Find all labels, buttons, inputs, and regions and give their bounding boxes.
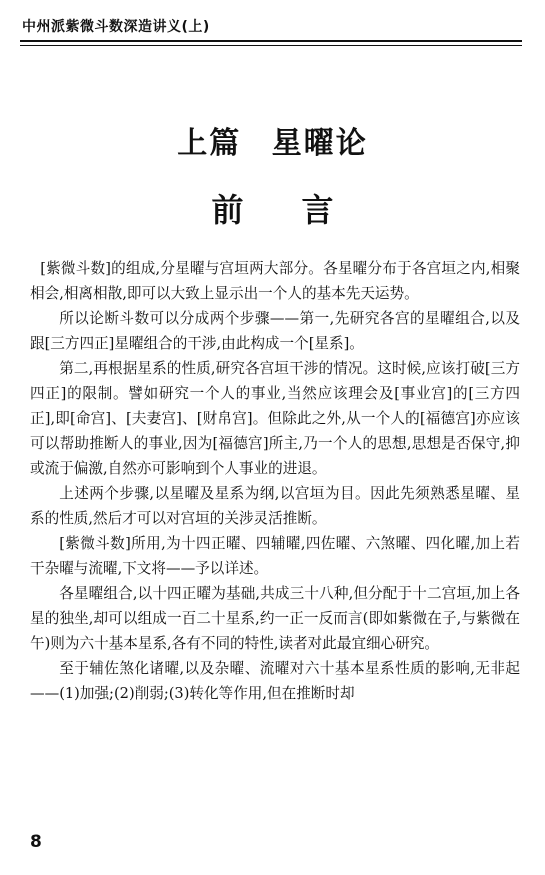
paragraph-3: 第二,再根据星系的性质,研究各宫垣干涉的情况。这时候,应该打破[三方四正]的限制。譬如研究一个人的事业,当然应该理会及[事业宫]的[三方四正],即[命宫]、[夫妻宫]、[财帛宫]。但除此之外,从一个人的[福德宫]亦应该可以帮助推断人的事业,因为[福德宫]所主,乃一个人的思想,思想是否保守,抑或流于偏激,自然亦可影响到个人事业的进退。: [30, 360, 520, 477]
header-rule-secondary: [20, 45, 522, 46]
body-text: [30, 256, 520, 706]
paragraph-2: 所以论断斗数可以分成两个步骤——第一,先研究各宫的星曜组合,以及跟[三方四正]星曜组合的干涉,由此构成一个[星系]。: [30, 310, 520, 352]
section-title: 前言: [211, 191, 392, 229]
paragraph-5: [紫微斗数]所用,为十四正曜、四辅曜,四佐曜、六煞曜、四化曜,加上若干杂曜与流曜,下文将——予以详述。: [30, 535, 520, 577]
part-title: 上篇 星曜论: [177, 126, 368, 161]
paragraph-7: 至于辅佐煞化诸曜,以及杂曜、流曜对六十基本星系性质的影响,无非起——(1)加强;(2)削弱;(3)转化等作用,但在推断时却: [30, 660, 520, 702]
running-header: 中州派紫微斗数深造讲义(上): [22, 19, 210, 35]
paragraph-6: 各星曜组合,以十四正曜为基础,共成三十八种,但分配于十二宫垣,加上各星的独坐,却可以组成一百二十星系,约一正一反而言(即如紫微在子,与紫微在午)则为六十基本星系,各有不同的特性,读者对此最宜细心研究。: [30, 585, 520, 652]
header-rule: [20, 40, 522, 42]
paragraph-1: [紫微斗数]的组成,分星曜与宫垣两大部分。各星曜分布于各宫垣之内,相聚相会,相离相散,即可以大致上显示出一个人的基本先天运势。: [30, 260, 520, 302]
page-number: 8: [30, 832, 42, 852]
paragraph-4: 上述两个步骤,以星曜及星系为纲,以宫垣为目。因此先须熟悉星曜、星系的性质,然后才可以对宫垣的关涉灵活推断。: [30, 485, 520, 527]
